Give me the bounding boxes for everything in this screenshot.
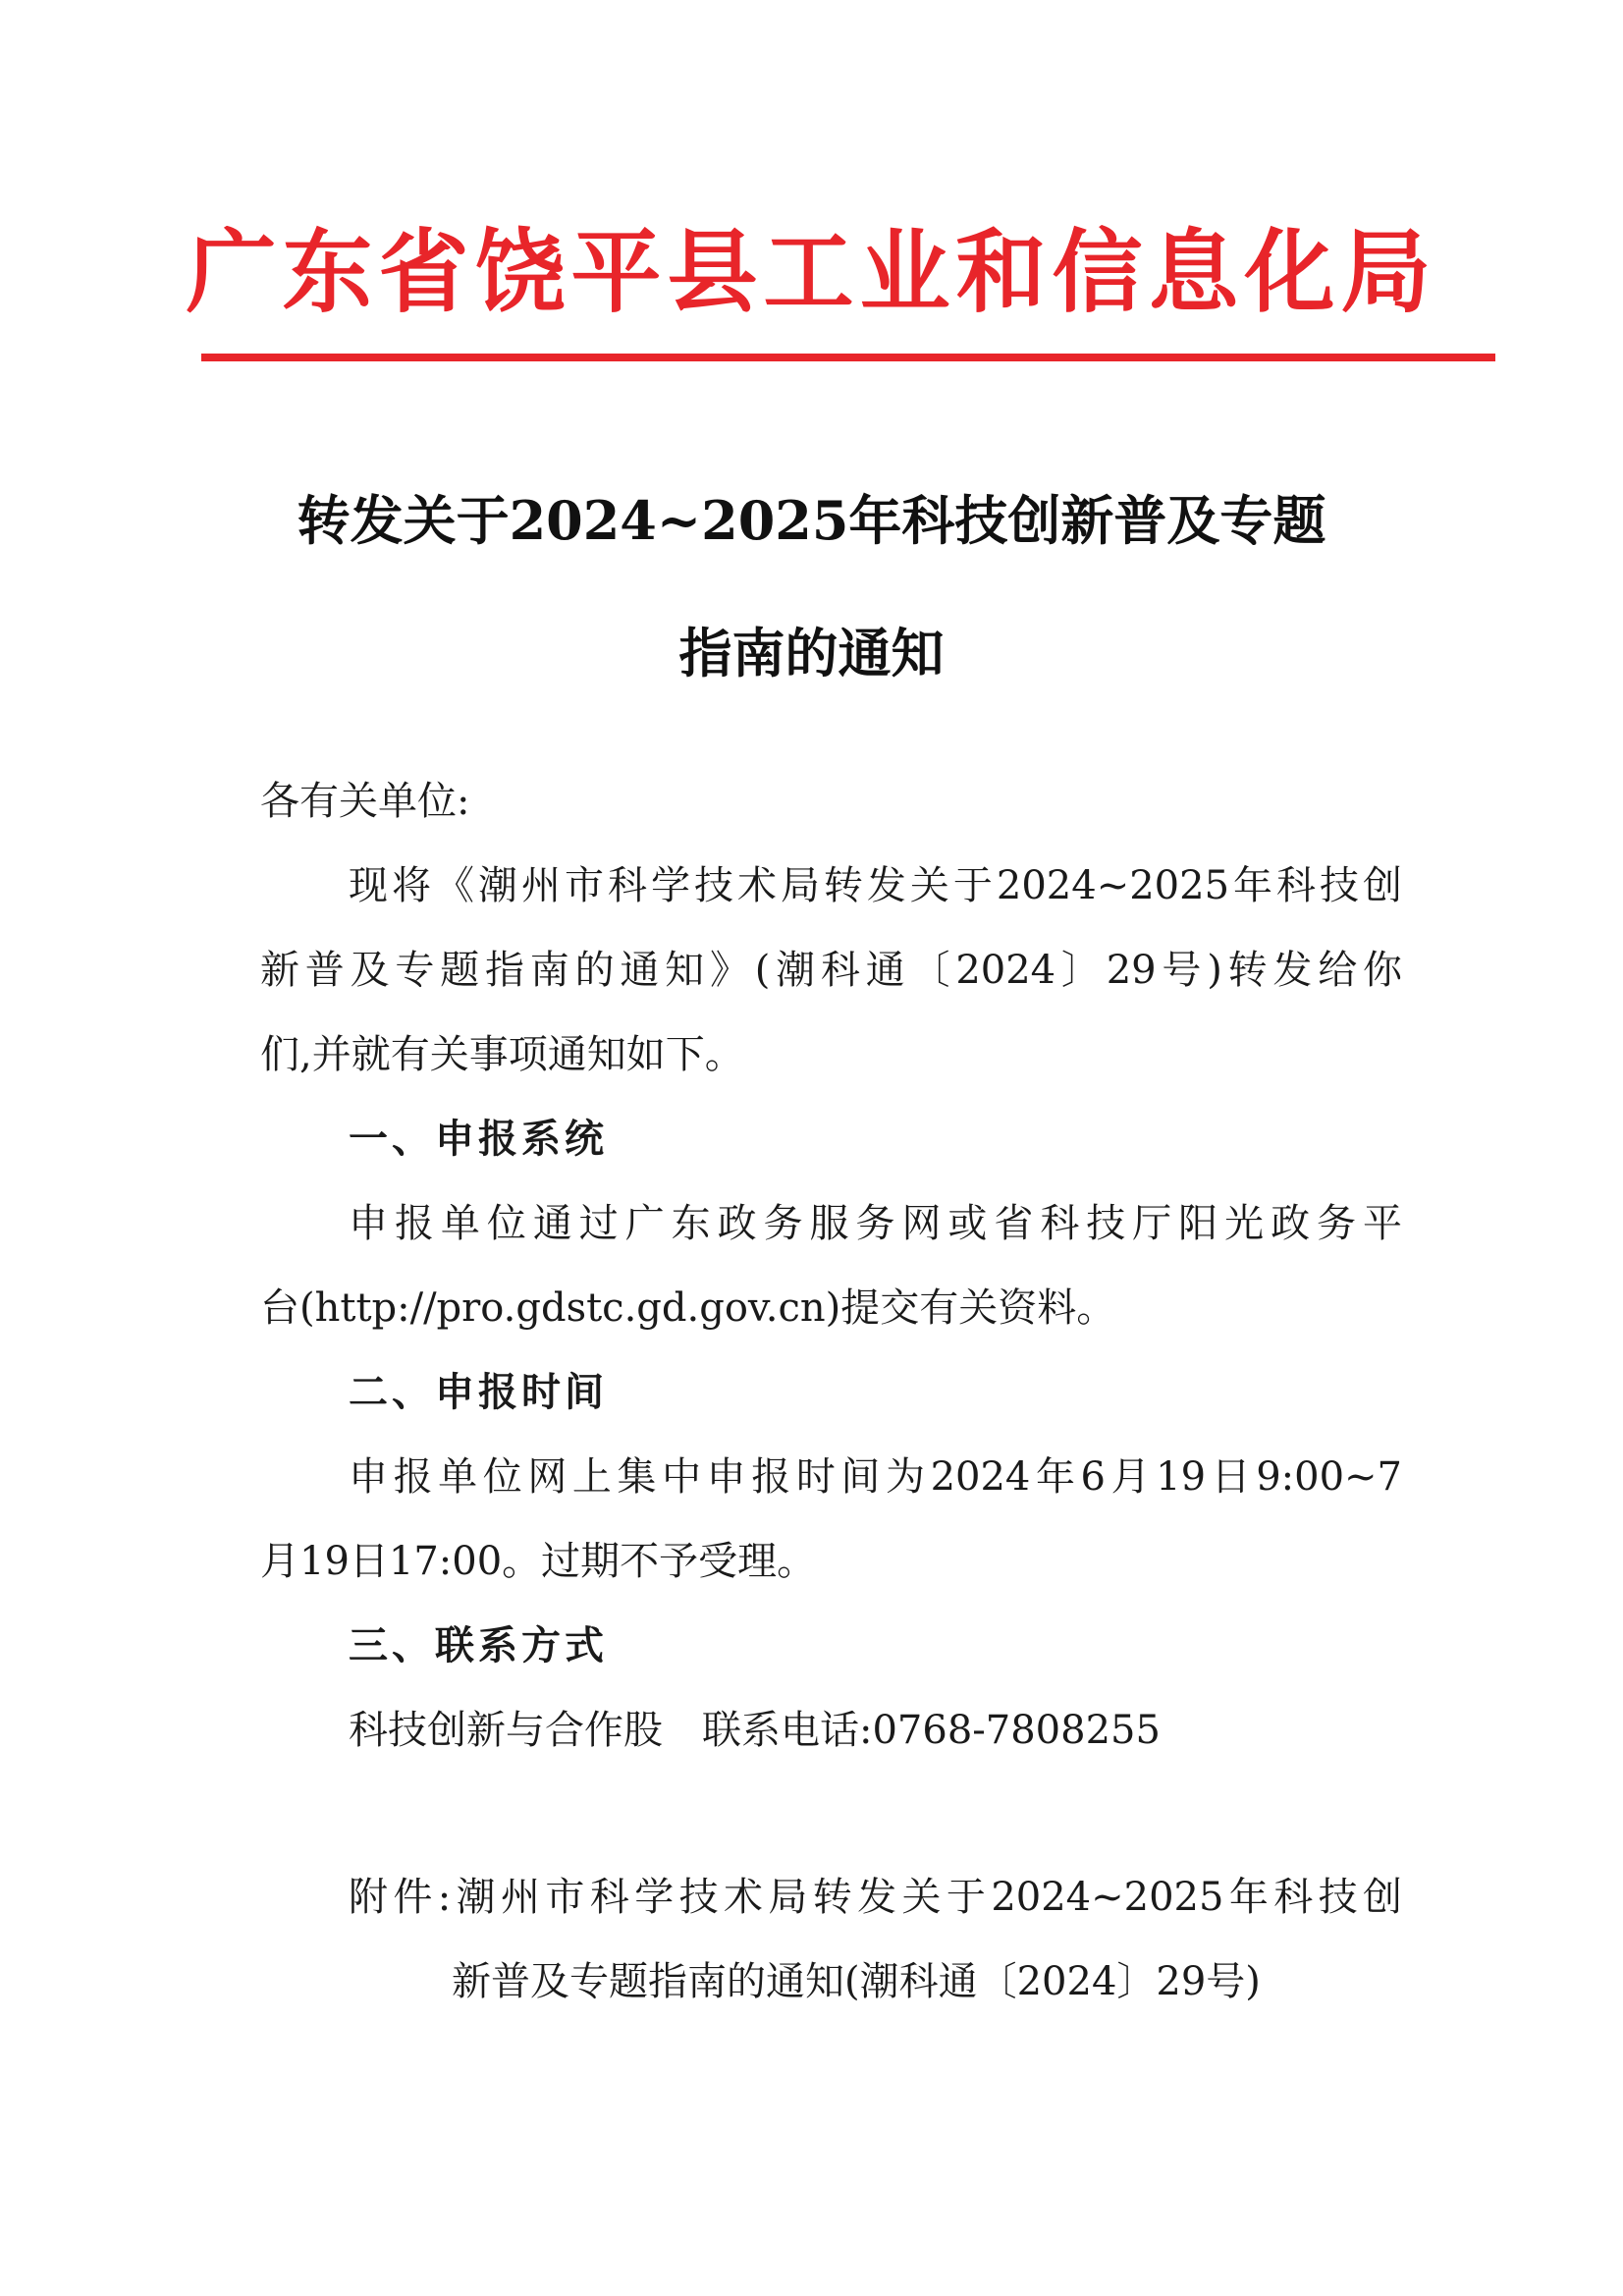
section-time-line-1: 申报单位网上集中申报时间为2024年6月19日9:00~7 [349,1454,1402,1500]
attachment-line-2: 新普及专题指南的通知(潮科通〔2024〕29号) [452,1959,1261,2004]
section-heading-system: 一、申报系统 [349,1117,608,1162]
contact-phone: 联系电话:0768-7808255 [702,1708,1161,1753]
contact-department: 科技创新与合作股 [349,1708,663,1753]
section-system-line-1: 申报单位通过广东政务服务网或省科技厅阳光政务平 [349,1201,1402,1246]
section-system-line-2: 台(http://pro.gdstc.gd.gov.cn)提交有关资料。 [260,1285,1116,1331]
intro-paragraph-line-3: 们,并就有关事项通知如下。 [260,1032,744,1077]
section-time-line-2: 月19日17:00。过期不予受理。 [260,1539,817,1584]
issuing-organization-header: 广东省饶平县工业和信息化局 [186,220,1437,325]
intro-paragraph-line-2: 新普及专题指南的通知》(潮科通〔2024〕29号)转发给你 [260,948,1402,993]
section-heading-contact: 三、联系方式 [349,1623,608,1668]
salutation: 各有关单位: [260,779,470,824]
contact-line [349,1701,1161,1760]
section-heading-time: 二、申报时间 [349,1370,608,1415]
intro-paragraph-line-1: 现将《潮州市科学技术局转发关于2024~2025年科技创 [349,863,1402,908]
document-title-line-2: 指南的通知 [678,622,945,684]
red-header-rule [201,354,1495,361]
attachment-line-1: 附件:潮州市科学技术局转发关于2024~2025年科技创 [349,1875,1402,1920]
document-title-line-1: 转发关于2024~2025年科技创新普及专题 [297,489,1326,552]
